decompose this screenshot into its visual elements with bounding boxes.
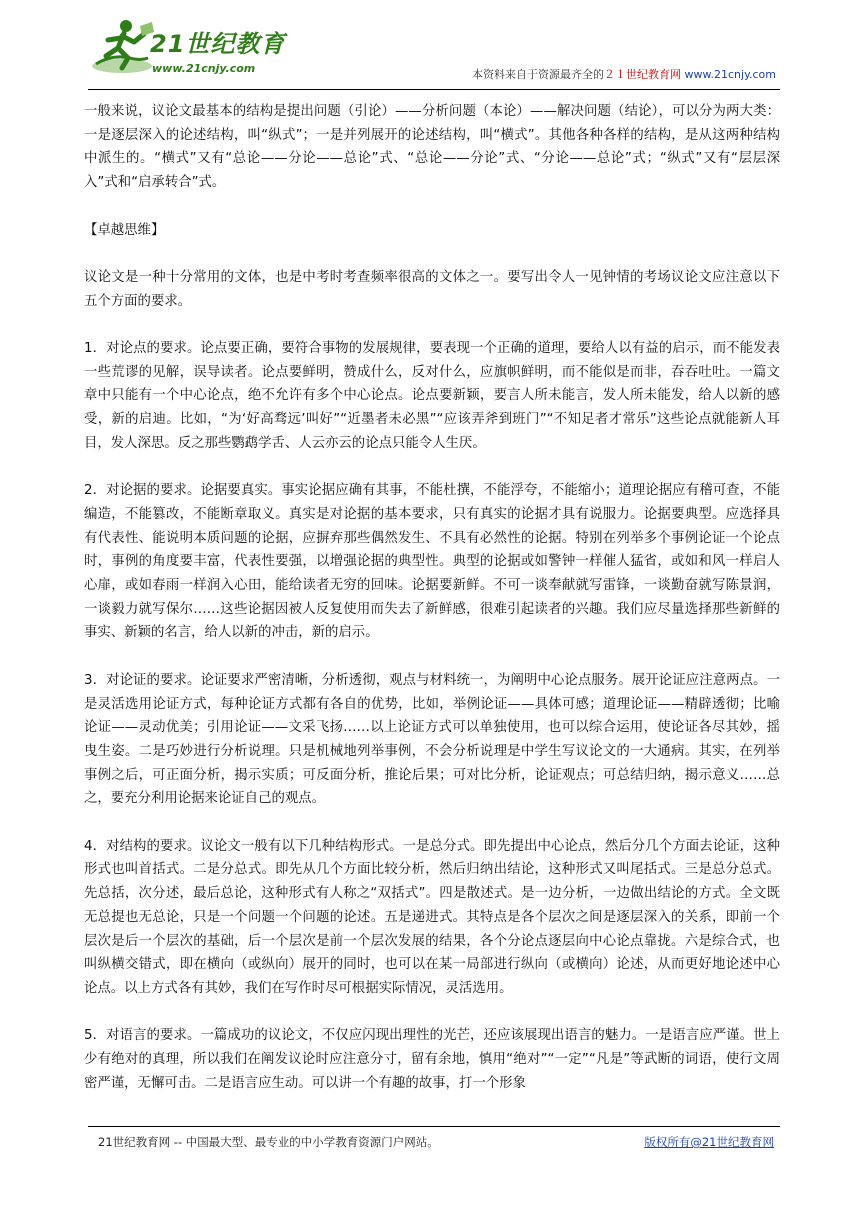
footer-text: 21世纪教育网 -- 中国最大型、最专业的中小学教育资源门户网站。 xyxy=(98,1135,439,1149)
header-site-name: ２１世纪教育网 xyxy=(604,68,682,81)
document-body xyxy=(84,100,780,1095)
header-site-url[interactable]: www.21cnjy.com xyxy=(684,68,776,81)
footer-divider xyxy=(88,1126,780,1127)
page-header xyxy=(88,18,778,84)
paragraph-argument-requirements: 3．对论证的要求。论证要求严密清晰，分析透彻，观点与材料统一，为阐明中心论点服务。展开论证应注意两点。一是灵活选用论证方式，每种论证方式都有各自的优势，比如，举例论证——具体可感；道理论证——精辟透彻；比喻论证——灵动优美；引用论证——文采飞扬……以上论证方式可以单独使用，也可以综合运用，使论证各尽其妙，摇曳生姿。二是巧妙进行分析说理。只是机械地列举事例，不会分析说理是中学生写议论文的一大通病。其实，在列举事例之后，可正面分析，揭示实质；可反面分析，推论后果；可对比分析，论证观点；可总结归纳，揭示意义……总之，要充分利用论据来论证自己的观点。 xyxy=(84,672,780,807)
section-heading: 【卓越思维】 xyxy=(84,222,165,238)
paragraph-structure-intro: 一般来说，议论文最基本的结构是提出问题（引论）——分析问题（本论）——解决问题（结论），可以分为两大类：一是逐层深入的论述结构，叫“纵式”；一是并列展开的论述结构，叫“横式”。其他各种各样的结构，是从这两种结构中派生的。“横式”又有“总论——分论——总论”式、“总论——分论”式、“分论——总论”式；“纵式”又有“层层深入”式和“启承转合”式。 xyxy=(84,104,780,191)
logo-title: 21世纪教育 xyxy=(150,30,286,58)
runner-logo-icon xyxy=(88,18,158,84)
header-note xyxy=(472,66,776,82)
logo xyxy=(88,18,288,84)
header-note-prefix: 本资料来自于资源最齐全的 xyxy=(472,68,605,81)
paragraph-structure-requirements: 4．对结构的要求。议论文一般有以下几种结构形式。一是总分式。即先提出中心论点，然后分几个方面去论证，这种形式也叫首括式。二是分总式。即先从几个方面比较分析，然后归纳出结论，这种形式又叫尾括式。三是总分总式。先总括，次分述，最后总论，这种形式有人称之“双括式”。四是散述式。是一边分析，一边做出结论的方式。全文既无总提也无总论，只是一个问题一个问题的论述。五是递进式。其特点是各个层次之间是逐层深入的关系，即前一个层次是后一个层次的基础，后一个层次是前一个层次发展的结果，各个分论点逐层向中心论点靠拢。六是综合式，也叫纵横交错式，即在横向（或纵向）展开的同时，也可以在某一局部进行纵向（或横向）论述，从而更好地论述中心论点。以上方式各有其妙，我们在写作时尽可根据实际情况，灵活选用。 xyxy=(84,838,780,996)
header-divider xyxy=(88,89,780,90)
paragraph-thesis-requirements: 1．对论点的要求。论点要正确，要符合事物的发展规律，要表现一个正确的道理，要给人以有益的启示，而不能发表一些荒谬的见解，误导读者。论点要鲜明，赞成什么，反对什么，应旗帜鲜明，而不能似是而非，吞吞吐吐。一篇文章中只能有一个中心论点，绝不允许有多个中心论点。论点要新颖，要言人所未能言，发人所未能发，给人以新的感受，新的启迪。比如，“为‘好高骛远’叫好”“近墨者未必黑”“应该弄斧到班门”“不知足者才常乐”这些论点就能新人耳目，发人深思。反之那些鹦鹉学舌、人云亦云的论点只能令人生厌。 xyxy=(84,340,780,451)
paragraph-overview: 议论文是一种十分常用的文体，也是中考时考查频率很高的文体之一。要写出令人一见钟情的考场议论文应注意以下五个方面的要求。 xyxy=(84,269,780,309)
logo-url: www.21cnjy.com xyxy=(152,62,256,75)
paragraph-evidence-requirements: 2．对论据的要求。论据要真实。事实论据应确有其事，不能杜撰，不能浮夸，不能缩小；道理论据应有稽可查，不能编造，不能篡改，不能断章取义。真实是对论据的基本要求，只有真实的论据才具有说服力。论据要典型。应选择具有代表性、能说明本质问题的论据，应摒弃那些偶然发生、不具有必然性的论据。特别在列举多个事例论证一个论点时，事例的角度要丰富，代表性要强，以增强论据的典型性。典型的论据或如警钟一样催人猛省，或如和风一样启人心扉，或如春雨一样润入心田，能给读者无穷的回味。论据要新鲜。不可一谈奉献就写雷锋，一谈勤奋就写陈景润，一谈毅力就写保尔……这些论据因被人反复使用而失去了新鲜感，很难引起读者的兴趣。我们应尽量选择那些新鲜的事实、新颖的名言，给人以新的冲击，新的启示。 xyxy=(84,483,780,641)
copyright-link[interactable]: 版权所有@21世纪教育网 xyxy=(644,1135,774,1149)
paragraph-language-requirements: 5．对语言的要求。一篇成功的议论文，不仅应闪现出理性的光芒，还应该展现出语言的魅力。一是语言应严谨。世上少有绝对的真理，所以我们在阐发议论时应注意分寸，留有余地，慎用“绝对”“一定”“凡是”等武断的词语，使行文周密严谨，无懈可击。二是语言应生动。可以讲一个有趣的故事，打一个形象 xyxy=(84,1028,780,1091)
